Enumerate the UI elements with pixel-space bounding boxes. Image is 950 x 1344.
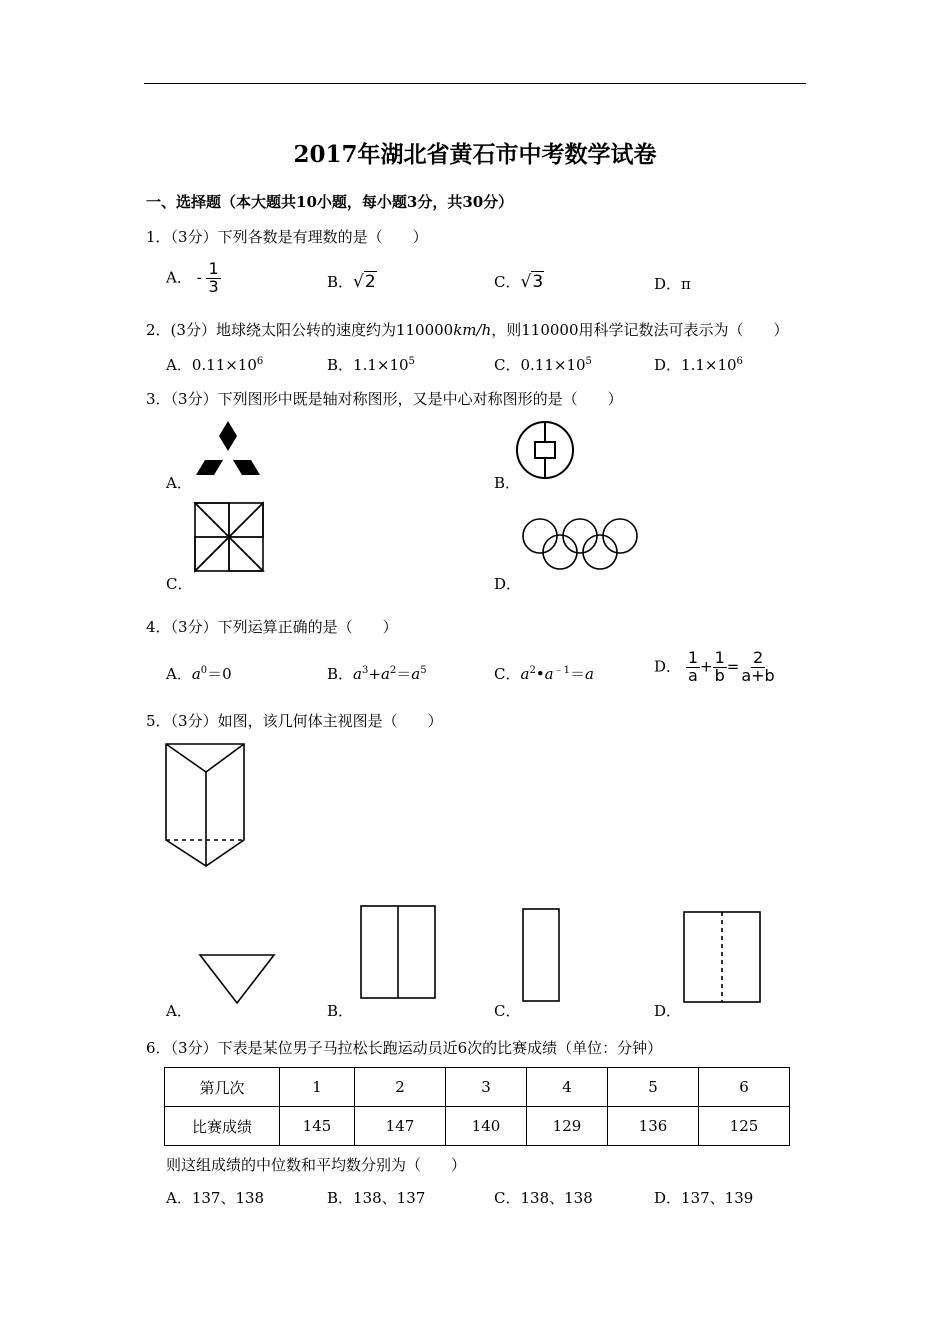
triangular-prism-figure: [166, 744, 246, 868]
table-row: 比赛成绩 145 147 140 129 136 125: [165, 1107, 790, 1146]
q5-option-b[interactable]: B．: [327, 1002, 354, 1020]
q4-option-c[interactable]: C．$a^2•a^{﹣1}=a$: [494, 665, 594, 683]
table-row: 第几次 1 2 3 4 5 6: [165, 1068, 790, 1107]
section-heading: 一、选择题（本大题共10小题，每小题3分，共30分）: [146, 193, 514, 211]
fraction: $\frac{1}{3}$: [208, 259, 219, 296]
q5-option-d[interactable]: D．: [654, 1002, 682, 1020]
q5-option-a[interactable]: A．: [166, 1002, 192, 1020]
q2-option-c[interactable]: C．$0.11\times 10^5$: [494, 356, 592, 374]
q5-stem: 5．（3分）如图，该几何体主视图是（ ）: [146, 712, 443, 730]
q3-stem: 3．（3分）下列图形中既是轴对称图形，又是中心对称图形的是（ ）: [146, 390, 623, 408]
q2-option-a[interactable]: A．$0.11\times 10^6$: [166, 356, 264, 374]
dashed-split-rectangle-icon: [683, 911, 761, 1003]
pinwheel-icon: [195, 503, 263, 571]
two-rectangles-icon: [360, 905, 436, 999]
q6-stem: 6．（3分）下表是某位男子马拉松长跑运动员近6次的比赛成绩（单位：分钟）: [146, 1039, 663, 1057]
q6-option-c[interactable]: C．138、138: [494, 1189, 593, 1207]
scores-table: [164, 1067, 790, 1146]
q3-option-c[interactable]: C．: [166, 575, 193, 593]
olympic-rings-icon: [522, 516, 640, 574]
q6-option-d[interactable]: D．137、139: [654, 1189, 754, 1207]
page-title: 2017年湖北省黄石市中考数学试卷: [293, 141, 657, 168]
inverted-triangle-icon: [199, 954, 275, 1004]
q1-option-d[interactable]: D．π: [654, 275, 691, 293]
q2-option-d[interactable]: D．$1.1\times 10^6$: [654, 356, 743, 374]
q1-option-c[interactable]: C．√3: [494, 272, 544, 292]
q2-option-b[interactable]: B．$1.1\times 10^5$: [327, 356, 415, 374]
q1-option-a[interactable]: A． - $\frac{1}{3}$: [166, 259, 219, 296]
q1-stem: 1．（3分）下列各数是有理数的是（ ）: [146, 228, 428, 246]
single-rectangle-icon: [522, 908, 560, 1002]
q4-option-a[interactable]: A．$a^0=0$: [166, 665, 232, 683]
q2-stem: 2．(3分）地球绕太阳公转的速度约为110000km/h，则110000用科学记数法可表示为（ ）: [146, 321, 789, 339]
q6-subquestion: 则这组成绩的中位数和平均数分别为（ ）: [166, 1156, 467, 1174]
sqrt-icon: √2: [353, 272, 376, 292]
q6-option-b[interactable]: B．138、137: [327, 1189, 426, 1207]
q6-option-a[interactable]: A．137、138: [166, 1189, 265, 1207]
q1-option-b[interactable]: B．√2: [327, 272, 376, 292]
q5-option-c[interactable]: C．: [494, 1002, 521, 1020]
q4-option-d[interactable]: D． $\frac{1}{a}$ + $\frac{1}{b}$ = $\frac{2}{a+b}$: [654, 648, 775, 685]
sqrt-icon: √3: [520, 272, 544, 292]
q3-option-a[interactable]: A．: [166, 474, 192, 492]
coin-square-hole-icon: [515, 420, 575, 480]
q4-stem: 4．（3分）下列运算正确的是（ ）: [146, 618, 398, 636]
q3-option-d[interactable]: D．: [494, 575, 522, 593]
q3-option-b[interactable]: B．: [494, 474, 521, 492]
mitsubishi-diamonds-icon: [195, 421, 261, 479]
header-rule: [144, 83, 806, 84]
q4-option-b[interactable]: B．$a^3+a^2=a^5$: [327, 665, 427, 683]
